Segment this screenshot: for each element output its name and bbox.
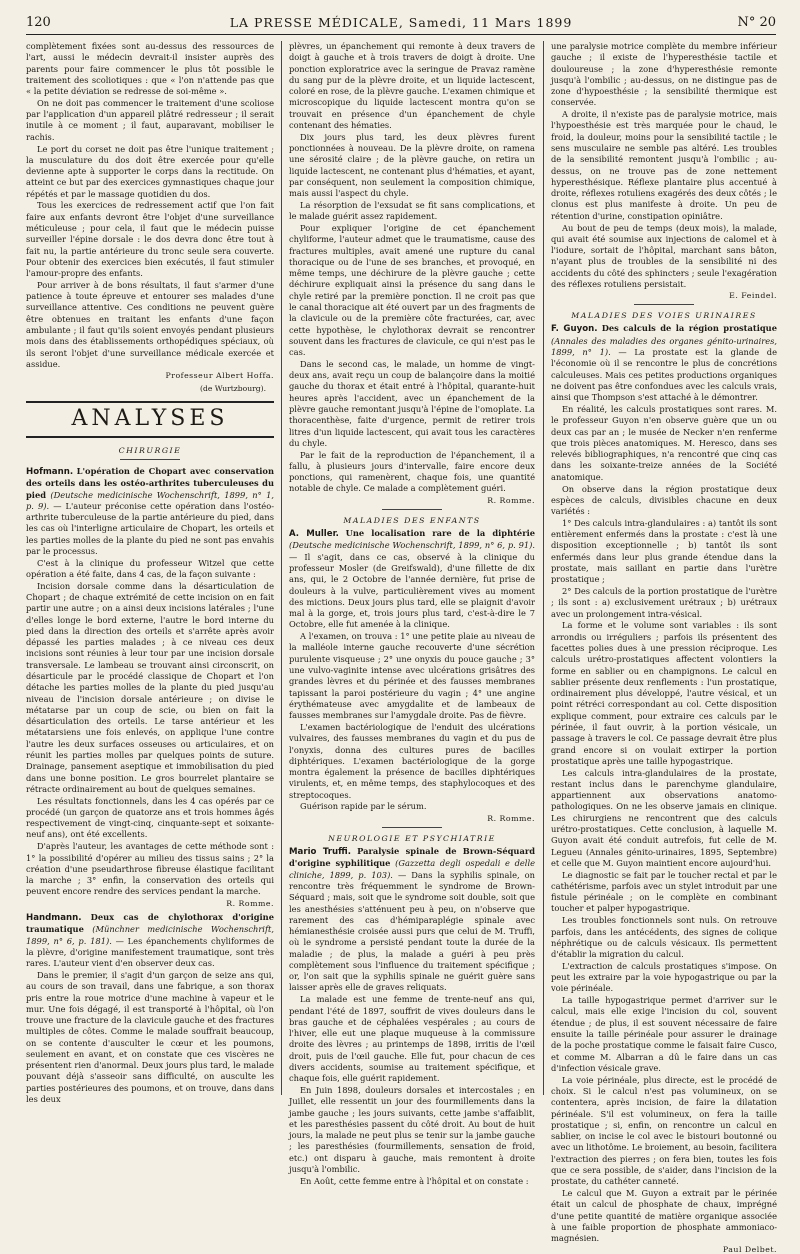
section-rule <box>382 827 442 828</box>
section-heading: CHIRURGIE <box>118 445 182 455</box>
section-rule <box>634 304 694 305</box>
signature: Professeur Albert Hoffa. <box>165 371 274 381</box>
signature: E. Feindel. <box>729 291 777 301</box>
section-rule <box>120 459 180 460</box>
section-rule <box>382 509 442 510</box>
entry-text: — Dans la syphilis spinale, on rencontre très fréquemment le syndrome de Brown-Séquard ; mais, soit que le syndrome soit double, soit que les anesthésies s'atténuent peu à peu, on n'observe que rarement des cas d'hémiparaplégie spinale avec hémianesthésie croisée aussi purs que celui de M. Truffi, où le syndrome a persisté pendant toute la durée de la maladie ; de plus, la malade a guéri à peu près complètement sous l'influence du traitement spécifique ; or, l'on sait que la syphilis spinale ne guérit guère sans laisser après elle de graves reliquats. <box>289 869 536 993</box>
column-2 <box>289 41 536 1186</box>
paragraph: Les troubles fonctionnels sont nuls. On retrouve parfois, dans les antécédents, des signes de colique néphrétique ou de calculs vésicaux. Ils permettent d'établir la migration du calcul. <box>551 915 777 960</box>
paragraph: 2° Des calculs de la portion prostatique de l'urètre ; ils sont : a) exclusivement urétraux ; b) urétraux avec un prolongement intra-vésical. <box>551 586 777 619</box>
entry-text: — La prostate est la glande de l'économie où il se rencontre le plus de concrétions calculeuses. Mais ces petites productions organiques ne doivent pas être confondues avec les calculs vrais, ainsi que Thompson s'est attaché à le démontrer. <box>551 347 777 403</box>
section-heading: MALADIES DES VOIES URINAIRES <box>571 311 757 321</box>
signature: R. Romme. <box>226 898 274 908</box>
paragraph: A droite, il n'existe pas de paralysie motrice, mais l'hypoesthésie est très marquée pour le chaud, le froid, la douleur, moins pour la sensibilité tactile ; le sens musculaire ne semble pas altéré. Les troubles de la sensibilité remontent jusqu'à l'ombilic ; au-dessus, on ne trouve pas de zone nettement hyperesthésique. Réflexe plantaire plus accentué à droite, réflexes rotuliens exagérés des deux côtés ; le clonus est plus manifeste à droite. Un peu de rétention d'urine, constipation opiniâtre. <box>551 109 777 221</box>
paragraph: On observe dans la région prostatique deux espèces de calculs, divisibles chacune en deux variétés : <box>551 483 777 517</box>
paragraph: Les calculs intra-glandulaires de la prostate, restant inclus dans le parenchyme glandulaire, appartiennent aux observations anatomo-pathologiques. On ne les observe jamais en clinique. Les chirurgiens ne rencontrent que des calculs urétro-prostatiques. Cette conclusion, à laquelle M. Guyon avait été conduit autrefois, fut celle de M. Legueu (Annales génito-urinaires, 1895, Septembre) et celle que M. Guyon maintient encore aujourd'hui. <box>551 767 777 868</box>
paragraph: Tous les exercices de redressement actif que l'on fait faire aux enfants devront être l'objet d'une surveillance méticuleuse ; pour cela, il faut que le médecin puisse surveiller l'épine dorsale : le dos devra donc être tout à fait nu, la partie antérieure du tronc seule sera couverte. Pour obtenir des exercices bien exécutés, il faut stimuler l'amour-propre des enfants. <box>26 200 274 279</box>
entry-author: A. Muller. <box>289 528 339 539</box>
entry-head <box>26 466 274 558</box>
paragraph: plèvres, un épanchement qui remonte à deux travers de doigt à gauche et à trois travers de doigt à droite. Une ponction exploratrice avec la seringue de Pravaz ramène du sang pur de la plèvre droite, et un liquide lactescent, coloré en rose, de la plèvre gauche. L'examen chimique et microscopique du liquide lactescent montra qu'on se trouvait en présence d'un épanchement de chyle contenant des hématies. <box>289 41 535 130</box>
paragraph: L'extraction de calculs prostatiques s'impose. On peut les extraire par la voie hypogastrique ou par la voie périnéale. <box>551 960 777 994</box>
paragraph: Pour expliquer l'origine de cet épanchement chyliforme, l'auteur admet que le traumatisme, cause des fractures multiples, avait amené une rupture du canal thoracique ou de l'une de ses branches, et provoqué, en même temps, une déchirure de la plèvre gauche ; cette déchirure expliquait ainsi la présence du sang dans le chyle retiré par la première ponction. Il ne croit pas que le canal thoracique ait été ouvert par un des fragments de la clavicule ou de la première côte fracturées, car, avec cette hypothèse, le chylothorax devrait se rencontrer souvent dans les fractures de clavicule, ce qui n'est pas le cas. <box>289 223 535 358</box>
paragraph: Pour arriver à de bons résultats, il faut s'armer d'une patience à toute épreuve et entourer ses malades d'une surveillance attentive. Ces conditions ne peuvent guère être obtenues en traitant les enfants d'une façon ambulante ; il faut qu'ils soient envoyés pendant plusieurs mois dans des établissements orthopédiques spéciaux, où ils seront l'objet d'une surveillance médicale exercée et assidue. <box>26 279 274 369</box>
page-header <box>26 12 776 34</box>
entry-author: F. Guyon. <box>551 324 598 335</box>
paragraph: L'examen bactériologique de l'enduit des ulcérations vulvaires, des fausses membranes du vagin et du pus de l'onyxis, donna des cultures pures de bacilles diphtériques. L'examen bactériologique de la gorge montra également la présence de bacilles diphtériques virulents, et, en même temps, des staphylocoques et des streptocoques. <box>289 721 535 800</box>
signature: Paul Delbet. <box>722 1245 777 1254</box>
analyses-banner <box>26 401 274 437</box>
analysis-entry <box>289 846 535 1187</box>
page-number: 120 <box>26 15 51 30</box>
entry-author: Mario Truffi. <box>289 846 351 857</box>
paragraph: Incision dorsale comme dans la désarticulation de Chopart ; de chaque extrémité de cette incision on en fait partir une autre ; on a ainsi deux incisions latérales ; l'une d'elles longe le bord externe, l'autre le bord interne du pied dans la direction des orteils et s'arrête après avoir dépassé les parties malades ; à ce niveau ces deux incisions sont réunies à leur tour par une incision dorsale transversale. Le lambeau se trouvant ainsi circonscrit, on désarticule par le procédé classique de Chopart et l'on détache les parties molles de la plante du pied jusqu'au niveau de l'incision dorsale antérieure ; on divise le métatarse par un coup de scie, ou bien on fait la désarticulation des orteils. Le tarse antérieur et les métatarsiens une fois enlevés, on applique l'une contre l'autre les deux surfaces osseuses ou articulaires, et on réunit les parties molles par quelques points de suture. Drainage, pansement aseptique et immobilisation du pied dans une bonne position. Le gros bourrelet plantaire se rétracte ordinairement au bout de quelques semaines. <box>26 580 274 794</box>
paragraph: Guérison rapide par le sérum. <box>300 801 427 812</box>
masthead-title: LA PRESSE MÉDICALE, Samedi, 11 Mars 1899 <box>229 15 573 30</box>
paragraph: La forme et le volume sont variables : ils sont arrondis ou irréguliers ; parfois ils présentent des facettes polies dues à une pression réciproque. Les calculs urétro-prostatiques affectent volontiers la forme en sablier ou en champignons. Le calcul en sablier présente deux renflements : l'un prostatique, ordinairement plus développé, l'autre vésical, et un point rétréci correspondant au col. Cette disposition explique comment, pour extraire ces calculs par le périnée, il faut ouvrir, à la portion vésicale, un passage à travers le col. Ce passage devrait être plus grand encore si on voulait extirper la portion prostatique après une taille hypogastrique. <box>551 620 777 766</box>
column-3 <box>551 41 777 1254</box>
paragraph: complètement fixées sont au-dessus des ressources de l'art, aussi le médecin devrait-il insister auprès des parents pour faire commencer le plus tôt possible le traitement des scoliotiques : que « l'on n'attende pas que « la petite déviation se redresse de soi-même ». <box>26 41 274 97</box>
article-continuation <box>289 41 535 495</box>
section-heading: NEUROLOGIE ET PSYCHIATRIE <box>328 833 496 843</box>
signature: R. Romme. <box>487 495 535 505</box>
paragraph: 1° Des calculs intra-glandulaires : a) tantôt ils sont entièrement enfermés dans la prostate : c'est là une disposition exceptionnelle ; b) tantôt ils sont enfermés dans leur plus grande étendue dans la prostate, mais saillant en partie dans l'urètre prostatique ; <box>551 517 777 585</box>
paragraph: C'est à la clinique du professeur Witzel que cette opération a été faite, dans 4 cas, de la façon suivante : <box>26 557 274 579</box>
paragraph: Le port du corset ne doit pas être l'unique traitement ; la musculature du dos doit être exercée pour qu'elle devienne apte à supporter le corps dans la rectitude. On atteint ce but par des exercices gymnastiques chaque jour répétés et par le massage quotidien du dos. <box>26 143 274 199</box>
paragraph: Dix jours plus tard, les deux plèvres furent ponctionnées à nouveau. De la plèvre droite, on ramena une sérosité claire ; de la plèvre gauche, on retira un liquide lactescent, ne contenant plus d'hématies, et ayant, par conséquent, non seulement la composition chimique, mais aussi l'aspect du chyle. <box>289 131 535 199</box>
entry-head <box>289 846 535 994</box>
article-continuation <box>26 41 274 370</box>
entry-title: L'opération de Chopart avec conservation des orteils dans les ostéo-arthrites tuberculeuses du pied <box>26 465 275 500</box>
paragraph: Les résultats fonctionnels, dans les 4 cas opérés par ce procédé (un garçon de quatorze ans et trois hommes âgés respectivement de vingt-cinq, cinquante-sept et soixante-neuf ans), ont été excellents. <box>26 795 274 840</box>
entry-text: — Les épanchements chyliformes de la plèvre, d'origine manifestement traumatique, sont très rares. L'auteur vient d'en observer deux cas. <box>26 935 275 969</box>
analyses-heading: ANALYSES <box>71 406 229 432</box>
paragraph: Dans le second cas, le malade, un homme de vingt-deux ans, avait reçu un coup de balançoire dans la moitié gauche du thorax et était entré à l'hôpital, quarante-huit heures après l'accident, avec un épanchement de la plèvre gauche remontant jusqu'à l'épine de l'omoplate. La thoracenthèse, faite d'urgence, permit de retirer trois litres d'un liquide lactescent, qui avait tous les caractères du chyle. <box>289 358 535 448</box>
analysis-entry <box>26 912 274 1106</box>
entry-title: Des calculs de la région prostatique <box>601 323 777 334</box>
analysis-entry <box>289 528 535 813</box>
entry-head <box>26 912 274 970</box>
issue-number: N° 20 <box>737 15 776 30</box>
analysis-entry <box>26 466 274 898</box>
paragraph: En Août, cette femme entre à l'hôpital et on constate : <box>300 1175 529 1186</box>
paragraph: La taille hypogastrique permet d'arriver sur le calcul, mais elle exige l'incision du col, souvent étendue ; de plus, il est souvent nécessaire de faire ensuite la taille périnéale pour assurer le drainage de la poche prostatique comme le faisait faire Cusco, et comme M. Albarran a dû le faire dans un cas d'infection vésicale grave. <box>551 995 777 1073</box>
entry-reference: (Annales des maladies des organes génito-urinaires, 1899, n° 1). <box>551 335 777 358</box>
column-divider <box>281 41 282 1095</box>
paragraph: On ne doit pas commencer le traitement d'une scoliose par l'application d'un appareil plâtré redresseur ; il serait inutile à ce moment ; il faut, auparavant, mobiliser le rachis. <box>26 97 274 142</box>
entry-text: — Il s'agit, dans ce cas, observé à la clinique du professeur Mosler (de Greifswald), d'une fillette de dix ans, qui, le 2 Octobre de l'année dernière, fut prise de douleurs à la vulve, particulièrement vives au moment des mictions. Deux jours plus tard, elle se plaignit d'avoir mal à la gorge, et, trois jours plus tard, c'est-à-dire le 7 Octobre, elle fut amenée à la clinique. <box>289 551 535 630</box>
article-continuation <box>551 41 777 290</box>
signature-place: (de Wurtzbourg). <box>200 384 266 394</box>
entry-author: Handmann. <box>26 912 82 923</box>
paragraph: Par le fait de la reproduction de l'épanchement, il a fallu, à plusieurs jours d'intervalle, faire encore deux ponctions, qui ramenèrent, chaque fois, une quantité notable de chyle. Ce malade a complètement guéri. <box>289 449 535 494</box>
entry-head <box>289 528 535 631</box>
paragraph: Dans le premier, il s'agit d'un garçon de seize ans qui, au cours de son travail, dans une fabrique, a son thorax pris entre la roue motrice d'une machine à vapeur et le mur. Une fois dégagé, il est transporté à l'hôpital, où l'on trouve une fracture de la clavicule gauche et des fractures multiples de côtes. Comme le malade souffrait beaucoup, on se contente d'ausculter le cœur et les poumons, seulement en avant, et on constate que ces viscères ne présentent rien d'anormal. Deux jours plus tard, le malade pouvant déjà s'asseoir sans difficulté, on ausculte les parties postérieures des poumons, et on trouve, dans dans les deux <box>26 969 274 1105</box>
entry-reference: (Deutsche medicinische Wochenschrift, 1899, n° 1, p. 9). <box>26 489 274 511</box>
section-heading: MALADIES DES ENFANTS <box>343 515 481 525</box>
column-1 <box>26 41 275 1105</box>
column-divider <box>543 41 544 1095</box>
analysis-entry <box>551 323 777 1244</box>
paragraph: En réalité, les calculs prostatiques sont rares. M. le professeur Guyon n'en observe guère que un ou deux cas par an ; le musée de Necker n'en renferme que trois pièces anatomiques. M. Heresco, dans ses relevés bibliographiques, n'a rencontré que cinq cas dans les soixante-treize années de la Société anatomique. <box>551 404 777 482</box>
entry-reference: (Gazzetta degli ospedali e delle cliniche, 1899, p. 103). <box>289 858 536 880</box>
entry-text: — L'auteur préconise cette opération dans l'ostéo-arthrite tuberculeuse de la partie antérieure du pied, dans les cas où l'interligne articulaire de Chopart, les orteils et les parties molles de la plante du pied ne sont pas envahis par le processus. <box>26 500 274 556</box>
signature: R. Romme. <box>487 813 535 823</box>
header-rule <box>26 34 776 35</box>
paragraph: Le diagnostic se fait par le toucher rectal et par le cathétérisme, parfois avec un stylet introduit par une fistule périnéale ; on le complète en combinant toucher et palper hypogastrique. <box>551 869 777 914</box>
entry-author: Hofmann. <box>26 466 74 477</box>
entry-reference: (Deutsche medicinische Wochenschrift, 1899, n° 6, p. 91). <box>289 540 535 551</box>
entry-title: Une localisation rare de la diphtérie <box>345 527 536 538</box>
paragraph: D'après l'auteur, les avantages de cette méthode sont : 1° la possibilité d'opérer au milieu des tissus sains ; 2° la création d'une pseudarthrose fibreuse élastique facilitant la marche ; 3° enfin, la conservation des orteils qui peuvent encore rendre des services pendant la marche. <box>26 841 274 897</box>
paragraph: une paralysie motrice complète du membre inférieur gauche ; il existe de l'hyperesthésie tactile et douloureuse ; la zone d'hyperesthésie remonte jusqu'à l'ombilic ; au-dessus, on ne distingue pas de zone d'hypoesthésie ; la sensibilité thermique est conservée. <box>551 41 777 108</box>
paragraph: En Juin 1898, douleurs dorsales et intercostales ; en Juillet, elle ressentit un jour des fourmillements dans la jambe gauche ; les jours suivants, cette jambe s'affaiblit, et les paresthésies passent du côté droit. Au bout de huit jours, la malade ne peut plus se tenir sur la jambe gauche ; les paresthésies (fourmillements, sensation de froid, etc.) ont disparu à gauche, mais remontent à droite jusqu'à l'ombilic. <box>289 1085 535 1174</box>
paragraph: La résorption de l'exsudat se fit sans complications, et le malade guérit assez rapidement. <box>289 199 535 222</box>
entry-title: Paralysie spinale de Brown-Séquard d'origine syphilitique <box>289 845 535 869</box>
entry-head <box>551 323 777 403</box>
paragraph: Au bout de peu de temps (deux mois), la malade, qui avait été soumise aux injections de calomel et à l'iodure, sortait de l'hôpital, marchant sans bâton, n'ayant plus de troubles de la sensibilité ni des accidents du côté des sphincters ; seule l'exagération des réflexes rotuliens persistait. <box>551 222 777 289</box>
entry-reference: (Münchner medicinische Wochenschrift, 1899, n° 6, p. 181). <box>26 924 275 946</box>
entry-title: Deux cas de chylothorax d'origine traumatique <box>26 911 274 935</box>
paragraph: La voie périnéale, plus directe, est le procédé de choix. Si le calcul n'est pas volumineux, on se contentera, après incision, de faire la dilatation périnéale. S'il est volumineux, on fera la taille prostatique ; si, enfin, on rencontre un calcul en sablier, on incise le col avec le bistouri boutonné ou avec un lithotôme. Le broiement, au besoin, facilitera l'extraction des pierres ; on fera bien, toutes les fois que ce sera possible, de s'aider, dans l'incision de la prostate, du cathéter canneté. <box>551 1074 777 1187</box>
paragraph: La malade est une femme de trente-neuf ans qui, pendant l'été de 1897, souffrit de vives douleurs dans le bras gauche et de céphalées vespérales ; au cours de l'hiver, elle eut une plaque muqueuse à la commissure droite des lèvres ; au printemps de 1898, irritis de l'œil droit, puis de l'œil gauche. Elle fut, pour chacun de ces divers accidents, soumise au traitement spécifique, et chaque fois, elle guérit rapidement. <box>289 994 535 1084</box>
paragraph: A l'examen, on trouva : 1° une petite plaie au niveau de la malléole interne gauche recouverte d'une sécrétion purulente visqueuse ; 2° une onyxis du pouce gauche ; 3° une vulvo-vaginite intense avec ulcérations grisâtres des grandes lèvres et du périnée et des fausses membranes tapissant la paroi postérieure du vagin ; 4° une angine érythémateuse avec amygdalite et de lambeaux de fausses membranes sur l'amygdale droite. Pas de fièvre. <box>289 631 535 721</box>
paragraph: Le calcul que M. Guyon a extrait par le périnée était un calcul de phosphate de chaux, imprégné d'une petite quantité de matière organique associée à une faible proportion de phosphate ammoniaco-magnésien. <box>551 1187 777 1244</box>
